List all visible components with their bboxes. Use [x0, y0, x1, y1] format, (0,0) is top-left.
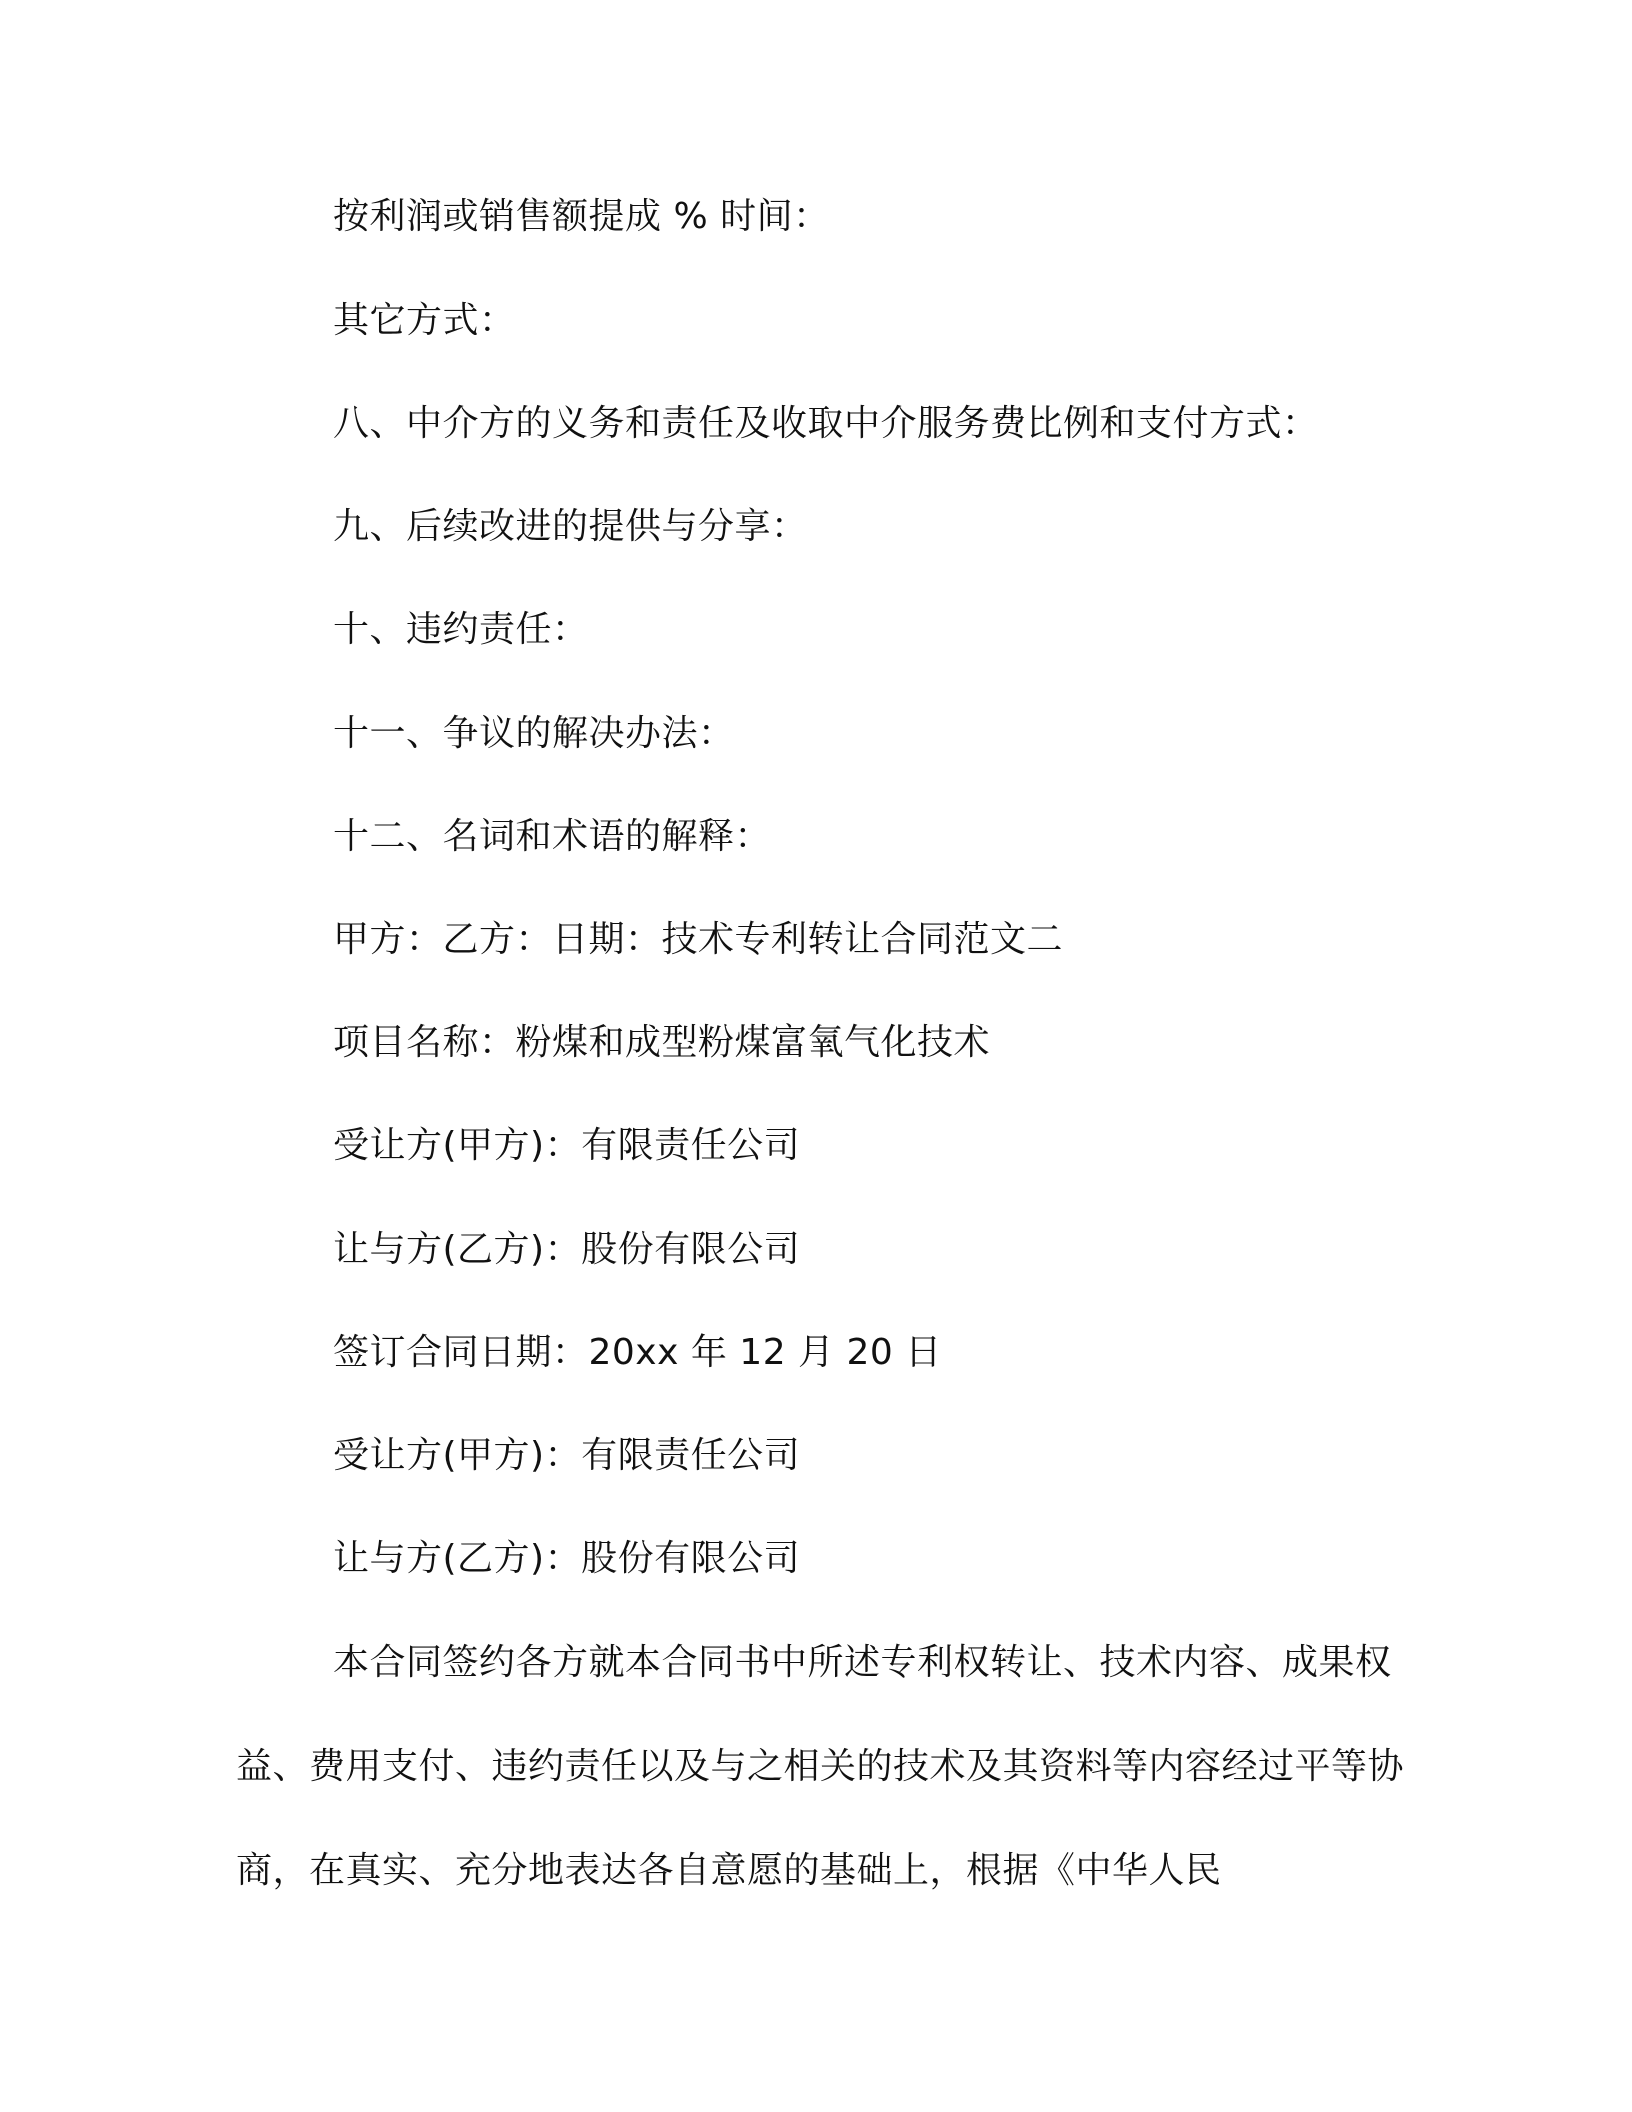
- text-line: 按利润或销售额提成 % 时间：: [333, 196, 830, 237]
- text-line: 受让方(甲方)：有限责任公司: [333, 1435, 801, 1476]
- text-line: 其它方式：: [333, 300, 516, 341]
- body-paragraph: 本合同签约各方就本合同书中所述专利权转让、技术内容、成果权益、费用支付、违约责任以及与之相关的技术及其资料等内容经过平等协商，在真实、充分地表达各自意愿的基础上，根据《中华人民: [236, 1642, 1405, 1891]
- text-line: 签订合同日期：20xx 年 12 月 20 日: [333, 1332, 942, 1373]
- text-line: 十一、争议的解决办法：: [333, 713, 735, 754]
- text-line: 让与方(乙方)：股份有限公司: [333, 1229, 801, 1270]
- text-line: 让与方(乙方)：股份有限公司: [333, 1538, 801, 1579]
- text-line: 十二、名词和术语的解释：: [333, 816, 772, 857]
- text-line: 项目名称：粉煤和成型粉煤富氧气化技术: [333, 1022, 991, 1063]
- text-line: 八、中介方的义务和责任及收取中介服务费比例和支付方式：: [333, 403, 1319, 444]
- text-line: 受让方(甲方)：有限责任公司: [333, 1125, 801, 1166]
- text-line: 九、后续改进的提供与分享：: [333, 506, 808, 547]
- text-line: 甲方：乙方：日期：技术专利转让合同范文二: [333, 919, 1064, 960]
- text-line: 十、违约责任：: [333, 609, 589, 650]
